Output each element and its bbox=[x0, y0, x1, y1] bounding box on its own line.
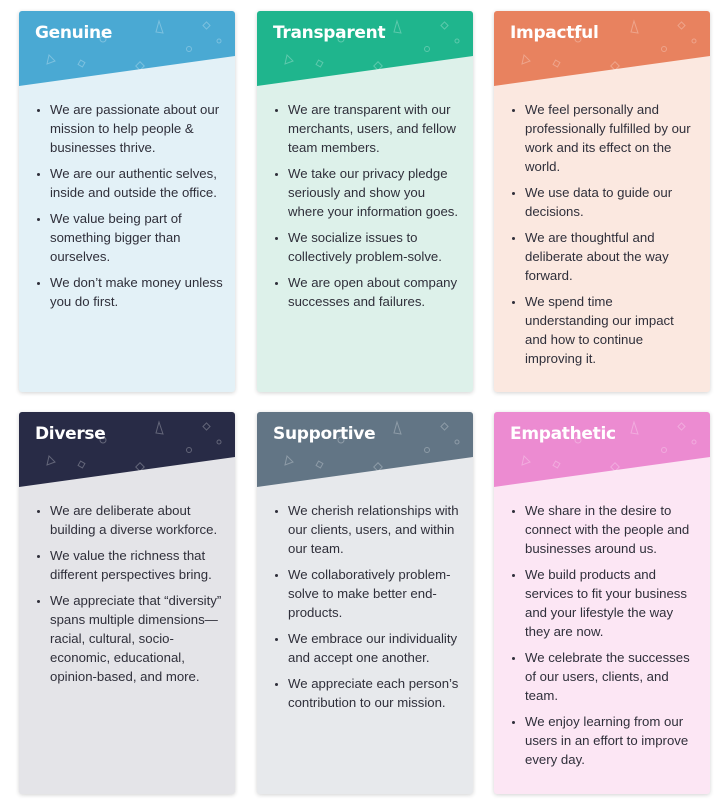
value-list bbox=[494, 501, 710, 776]
value-card-empathetic bbox=[494, 412, 710, 794]
value-card-supportive bbox=[257, 412, 473, 794]
list-item: • We are thoughtful and deliberate about the way forward. bbox=[525, 228, 698, 285]
value-list bbox=[257, 501, 473, 719]
list-item: • We enjoy learning from our users in an effort to improve every day. bbox=[525, 712, 698, 769]
value-card-genuine bbox=[19, 11, 235, 392]
list-item: • We spend time understanding our impact and how to continue improving it. bbox=[525, 292, 698, 368]
list-item: • We are transparent with our merchants, users, and fellow team members. bbox=[288, 100, 461, 157]
card-title: Transparent bbox=[273, 23, 386, 43]
value-list bbox=[19, 501, 235, 693]
card-title: Impactful bbox=[510, 23, 599, 43]
list-item: • We are passionate about our mission to help people & businesses thrive. bbox=[50, 100, 223, 157]
list-item: • We value being part of something bigger than ourselves. bbox=[50, 209, 223, 266]
list-item: • We are our authentic selves, inside and outside the office. bbox=[50, 164, 223, 202]
list-item: • We embrace our individuality and accept one another. bbox=[288, 629, 461, 667]
list-item: • We don’t make money unless you do first. bbox=[50, 273, 223, 311]
value-list bbox=[19, 100, 235, 318]
card-title: Empathetic bbox=[510, 424, 616, 444]
list-item: • We socialize issues to collectively problem-solve. bbox=[288, 228, 461, 266]
value-card-transparent bbox=[257, 11, 473, 392]
list-item: • We use data to guide our decisions. bbox=[525, 183, 698, 221]
card-title: Supportive bbox=[273, 424, 376, 444]
card-title: Genuine bbox=[35, 23, 113, 43]
list-item: • We cherish relationships with our clients, users, and within our team. bbox=[288, 501, 461, 558]
list-item: • We feel personally and professionally fulfilled by our work and its effect on the world. bbox=[525, 100, 698, 176]
card-title: Diverse bbox=[35, 424, 106, 444]
list-item: • We are deliberate about building a diverse workforce. bbox=[50, 501, 223, 539]
list-item: • We take our privacy pledge seriously and show you where your information goes. bbox=[288, 164, 461, 221]
list-item: • We collaboratively problem-solve to make better end-products. bbox=[288, 565, 461, 622]
value-list bbox=[494, 100, 710, 375]
list-item: • We value the richness that different perspectives bring. bbox=[50, 546, 223, 584]
list-item: • We are open about company successes and failures. bbox=[288, 273, 461, 311]
value-list bbox=[257, 100, 473, 318]
list-item: • We appreciate that “diversity” spans multiple dimensions—racial, cultural, socio-economic, educational, opinion-based, and more. bbox=[50, 591, 223, 686]
list-item: • We share in the desire to connect with the people and businesses around us. bbox=[525, 501, 698, 558]
value-card-impactful bbox=[494, 11, 710, 392]
value-card-diverse bbox=[19, 412, 235, 794]
list-item: • We build products and services to fit your business and your lifestyle the way they are now. bbox=[525, 565, 698, 641]
list-item: • We celebrate the successes of our users, clients, and team. bbox=[525, 648, 698, 705]
list-item: • We appreciate each person’s contribution to our mission. bbox=[288, 674, 461, 712]
